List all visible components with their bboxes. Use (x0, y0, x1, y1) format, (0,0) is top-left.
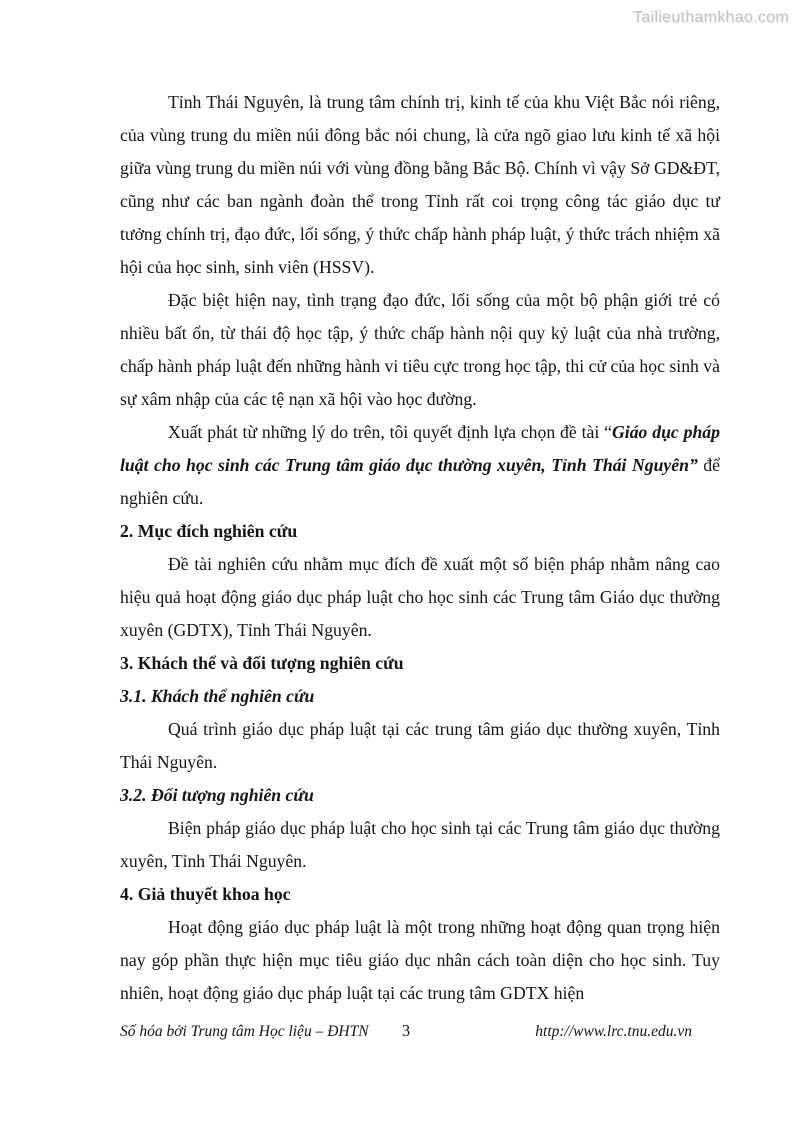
page-number: 3 (401, 1021, 411, 1040)
paragraph-intro: Tỉnh Thái Nguyên, là trung tâm chính trị, kinh tế của khu Việt Bắc nói riêng, của vùng trung du miền núi đông bắc nói chung, là cửa ngõ giao lưu kinh tế xã hội giữa vùng trung du miền núi với vùng đồng bằng Bắc Bộ. Chính vì vậy Sở GD&ĐT, cũng như các ban ngành đoàn thể trong Tỉnh rất coi trọng công tác giáo dục tư tưởng chính trị, đạo đức, lối sống, ý thức chấp hành pháp luật, ý thức trách nhiệm xã hội của học sinh, sinh viên (HSSV). (120, 92, 720, 277)
thesis-title: Giáo dục pháp luật cho học sinh các Trung tâm giáo dục thường xuyên, Tỉnh Thái Nguyên” (120, 422, 720, 475)
section-heading-2: 2. Mục đích nghiên cứu (120, 521, 298, 541)
watermark-text: Tailieuthamkhao.com (633, 9, 789, 26)
paragraph-topic (120, 416, 720, 515)
page-footer (120, 1019, 720, 1044)
paragraph-topic-tail: để nghiên cứu. (120, 455, 720, 508)
footer-url: http://www.lrc.tnu.edu.vn (535, 1023, 692, 1040)
section-heading-3: 3. Khách thể và đối tượng nghiên cứu (120, 653, 404, 673)
page-body (120, 86, 720, 1010)
paragraph-section-4: Hoạt động giáo dục pháp luật là một trong những hoạt động quan trọng hiện nay góp phần thực hiện mục tiêu giáo dục nhân cách toàn diện cho học sinh. Tuy nhiên, hoạt động giáo dục pháp luật tại các trung tâm GDTX hiện (120, 917, 720, 1003)
paragraph-section-3-1: Quá trình giáo dục pháp luật tại các trung tâm giáo dục thường xuyên, Tỉnh Thái Nguyên. (120, 719, 720, 772)
section-heading-4: 4. Giả thuyết khoa học (120, 884, 291, 904)
paragraph-topic-lead: Xuất phát từ những lý do trên, tôi quyết định lựa chọn đề tài “ (168, 422, 612, 442)
paragraph-section-3-2: Biện pháp giáo dục pháp luật cho học sinh tại các Trung tâm giáo dục thường xuyên, Tỉnh Thái Nguyên. (120, 818, 720, 871)
subsection-heading-3-1: 3.1. Khách thể nghiên cứu (120, 686, 315, 706)
subsection-heading-3-2: 3.2. Đối tượng nghiên cứu (120, 785, 314, 805)
footer-digitized-note: Số hóa bởi Trung tâm Học liệu – ĐHTN (120, 1023, 369, 1040)
paragraph-moral-status: Đặc biệt hiện nay, tình trạng đạo đức, lối sống của một bộ phận giới trẻ có nhiều bất ổn, từ thái độ học tập, ý thức chấp hành nội quy kỷ luật của nhà trường, chấp hành pháp luật đến những hành vi tiêu cực trong học tập, thi cử của học sinh và sự xâm nhập của các tệ nạn xã hội vào học đường. (120, 290, 720, 409)
paragraph-section-2: Đề tài nghiên cứu nhằm mục đích đề xuất một số biện pháp nhằm nâng cao hiệu quả hoạt động giáo dục pháp luật cho học sinh các Trung tâm Giáo dục thường xuyên (GDTX), Tỉnh Thái Nguyên. (120, 554, 720, 640)
